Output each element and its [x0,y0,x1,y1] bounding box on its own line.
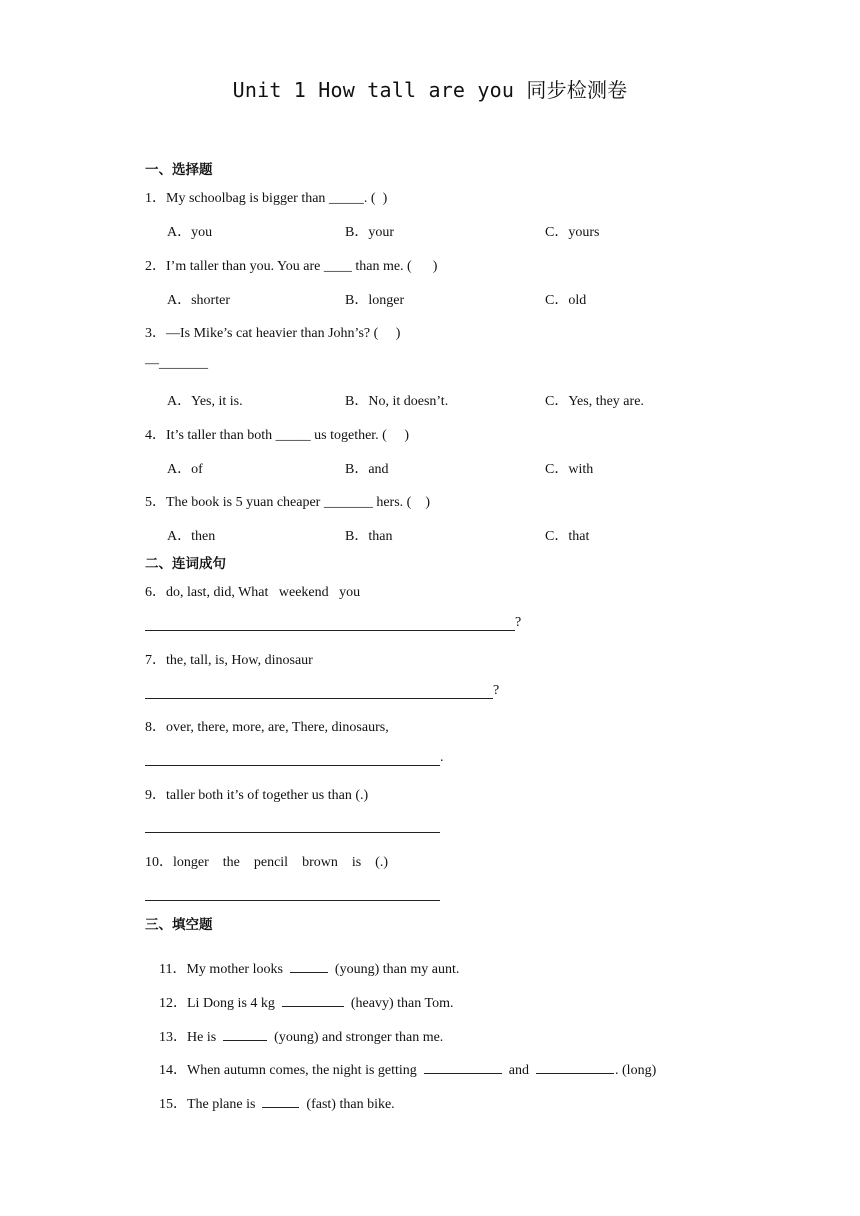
question-3-reply-line: —_______ [145,356,208,371]
question-9-answer-line[interactable] [145,832,440,833]
section-heading-sentence-ordering: 二、连词成句 [145,556,226,572]
question-14-connector: and [508,1063,530,1078]
question-12-hint: (heavy) than Tom. [350,996,454,1011]
question-3: 3．—Is Mike’s cat heavier than John’s? ( ) [145,326,401,341]
section-heading-fill-in: 三、填空题 [145,917,213,933]
question-4-option-c: C．with [545,462,594,477]
question-8-end-mark: . [440,750,444,765]
question-15-prompt: 15．The plane is [159,1097,256,1112]
question-1-option-a: A．you [167,225,213,240]
question-4-option-b: B．and [345,462,389,477]
question-13-prompt: 13．He is [159,1030,217,1045]
question-1-option-b: B．your [345,225,394,240]
question-2: 2．I’m taller than you. You are ____ than me. ( ) [145,259,438,274]
question-5-option-b: B．than [345,529,393,544]
question-5: 5．The book is 5 yuan cheaper _______ hers. ( ) [145,495,430,510]
question-8-answer-line[interactable] [145,765,440,766]
question-10-answer-line[interactable] [145,900,440,901]
question-13-hint: (young) and stronger than me. [274,1030,444,1045]
question-5-option-c: C．that [545,529,590,544]
question-15-blank[interactable] [262,1093,299,1108]
question-14-blank-1[interactable] [424,1059,502,1074]
question-14-hint: . (long) [615,1063,657,1078]
question-11-prompt: 11．My mother looks [159,962,283,977]
question-12-prompt: 12．Li Dong is 4 kg [159,996,275,1011]
question-3-option-a: A．Yes, it is. [167,394,243,409]
question-7-end-mark: ? [493,683,500,698]
section-heading-multiple-choice: 一、选择题 [145,162,213,178]
question-6-end-mark: ? [515,615,522,630]
question-4-option-a: A．of [167,462,203,477]
question-15-hint: (fast) than bike. [306,1097,395,1112]
question-7-answer-line[interactable] [145,698,493,699]
question-6: 6．do, last, did, What weekend you [145,585,361,600]
question-2-option-a: A．shorter [167,293,230,308]
question-2-option-b: B．longer [345,293,405,308]
page-title: Unit 1 How tall are you 同步检测卷 [232,78,628,102]
question-4: 4．It’s taller than both _____ us together. ( ) [145,428,410,443]
question-10: 10．longer the pencil brown is (.) [145,855,389,870]
question-6-answer-line[interactable] [145,630,515,631]
question-12-blank[interactable] [282,992,344,1007]
question-1-option-c: C．yours [545,225,600,240]
question-14-blank-2[interactable] [536,1059,614,1074]
question-3-option-c: C．Yes, they are. [545,394,644,409]
question-11-blank[interactable] [290,958,328,973]
question-15 [145,1077,395,1129]
question-9: 9．taller both it’s of together us than (.) [145,788,369,803]
question-13-blank[interactable] [223,1026,267,1041]
question-3-option-b: B．No, it doesn’t. [345,394,449,409]
question-14-prompt: 14．When autumn comes, the night is getting [159,1063,417,1078]
question-7: 7．the, tall, is, How, dinosaur [145,653,313,668]
question-11-hint: (young) than my aunt. [334,962,460,977]
question-2-option-c: C．old [545,293,587,308]
question-8: 8．over, there, more, are, There, dinosaurs, [145,720,389,735]
question-5-option-a: A．then [167,529,216,544]
question-1: 1．My schoolbag is bigger than _____. ( ) [145,191,388,206]
